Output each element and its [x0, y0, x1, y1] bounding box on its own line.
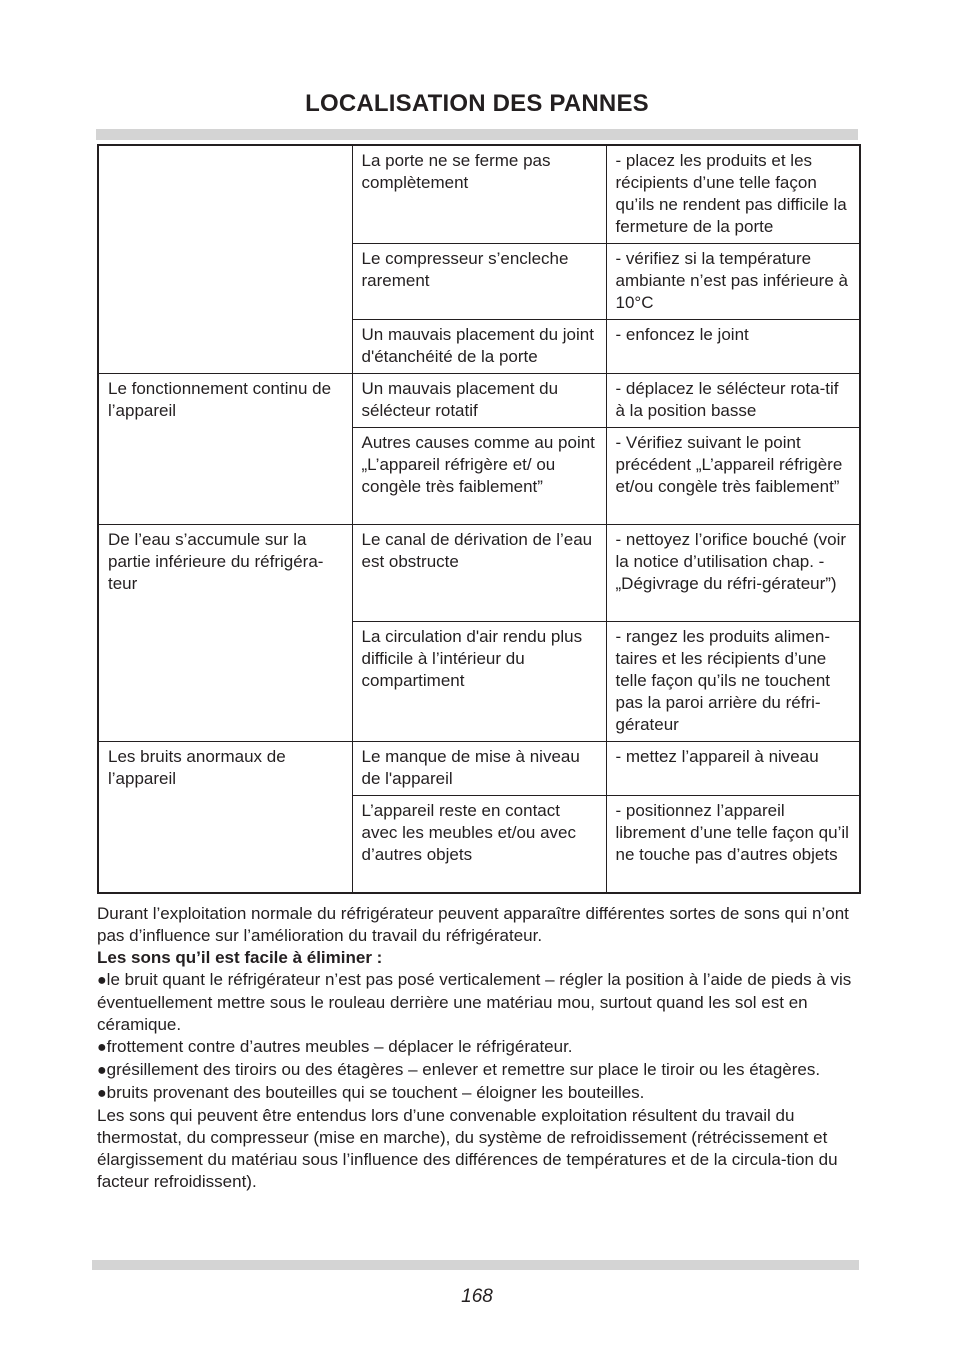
remedy-cell: - déplacez le sélécteur rota-tif à la position basse — [606, 374, 860, 428]
outro-paragraph: Les sons qui peuvent être entendus lors d’une convenable exploitation résultent du travail du thermostat, du compresseur (mise en marche), du système de refroidissement (rétrécissement et élargissement du matériau sous l’influence des différences de températures et de la circula-tion du facteur refroidissent). — [97, 1106, 838, 1191]
bullet-item — [97, 1059, 861, 1082]
cause-cell: L’appareil reste en contact avec les meubles et/ou avec d’autres objets — [352, 796, 606, 893]
table-row — [98, 742, 860, 796]
bullet-icon: ● — [97, 1085, 107, 1102]
bullet-item — [97, 969, 861, 1036]
symptom-cell — [98, 145, 352, 374]
footer-divider — [92, 1260, 859, 1270]
page-title: LOCALISATION DES PANNES — [305, 90, 649, 117]
cause-cell: La porte ne se ferme pas complètement — [352, 145, 606, 244]
remedy-cell: - nettoyez l’orifice bouché (voir la notice d’utilisation chap. - „Dégivrage du réfri-gérateur”) — [606, 525, 860, 622]
page-number: 168 — [461, 1286, 493, 1307]
bullet-item — [97, 1082, 861, 1105]
symptom-cell: Les bruits anormaux de l’appareil — [98, 742, 352, 893]
bullet-text: le bruit quant le réfrigérateur n’est pas posé verticalement – régler la position à l’aide de pieds à vis éventuellement mettre sous le rouleau derrière une matériau mou, surtout quand les sol est en céramique. — [97, 970, 852, 1034]
bullet-text: frottement contre d’autres meubles – déplacer le réfrigérateur. — [106, 1037, 573, 1056]
sounds-section — [97, 903, 861, 1193]
symptom-cell: Le fonctionnement continu de l’appareil — [98, 374, 352, 525]
cause-cell: Le canal de dérivation de l’eau est obstructe — [352, 525, 606, 622]
header-divider — [96, 129, 858, 140]
symptom-cell: De l’eau s’accumule sur la partie inférieure du réfrigéra-teur — [98, 525, 352, 742]
cause-cell: Le compresseur s’encleche rarement — [352, 244, 606, 320]
cause-cell: Un mauvais placement du joint d'étanchéité de la porte — [352, 320, 606, 374]
cause-cell: Un mauvais placement du sélécteur rotatif — [352, 374, 606, 428]
cause-cell: La circulation d'air rendu plus difficile à l’intérieur du compartiment — [352, 622, 606, 742]
cause-cell: Autres causes comme au point „L’appareil réfrigère et/ ou congèle très faiblement” — [352, 428, 606, 525]
bullet-item — [97, 1036, 861, 1059]
intro-paragraph: Durant l’exploitation normale du réfrigérateur peuvent apparaître différentes sortes de sons qui n’ont pas d’influence sur l’amélioration du travail du réfrigérateur. — [97, 904, 849, 945]
bullet-text: grésillement des tiroirs ou des étagères – enlever et remettre sur place le tiroir ou les étagères. — [106, 1060, 821, 1079]
remedy-cell: - mettez l’appareil à niveau — [606, 742, 860, 796]
remedy-cell: - Vérifiez suivant le point précédent „L’appareil réfrigère et/ou congèle très faiblement” — [606, 428, 860, 525]
section-heading: Les sons qu’il est facile à éliminer : — [97, 948, 383, 967]
troubleshooting-table — [97, 144, 861, 894]
remedy-cell: - placez les produits et les récipients d’une telle façon qu’ils ne rendent pas difficile la fermeture de la porte — [606, 145, 860, 244]
bullet-icon: ● — [97, 1039, 107, 1056]
remedy-cell: - vérifiez si la température ambiante n’est pas inférieure à 10°C — [606, 244, 860, 320]
bullet-icon: ● — [97, 972, 107, 989]
table-row — [98, 145, 860, 244]
table-row — [98, 374, 860, 428]
cause-cell: Le manque de mise à niveau de l'appareil — [352, 742, 606, 796]
table-row — [98, 525, 860, 622]
remedy-cell: - rangez les produits alimen-taires et les récipients d’une telle façon qu’ils ne touchent pas la paroi arrière du réfri-gérateur — [606, 622, 860, 742]
bullet-icon: ● — [97, 1062, 107, 1079]
remedy-cell: - enfoncez le joint — [606, 320, 860, 374]
bullet-text: bruits provenant des bouteilles qui se touchent – éloigner les bouteilles. — [106, 1083, 645, 1102]
remedy-cell: - positionnez l’appareil librement d’une telle façon qu’il ne touche pas d’autres objets — [606, 796, 860, 893]
